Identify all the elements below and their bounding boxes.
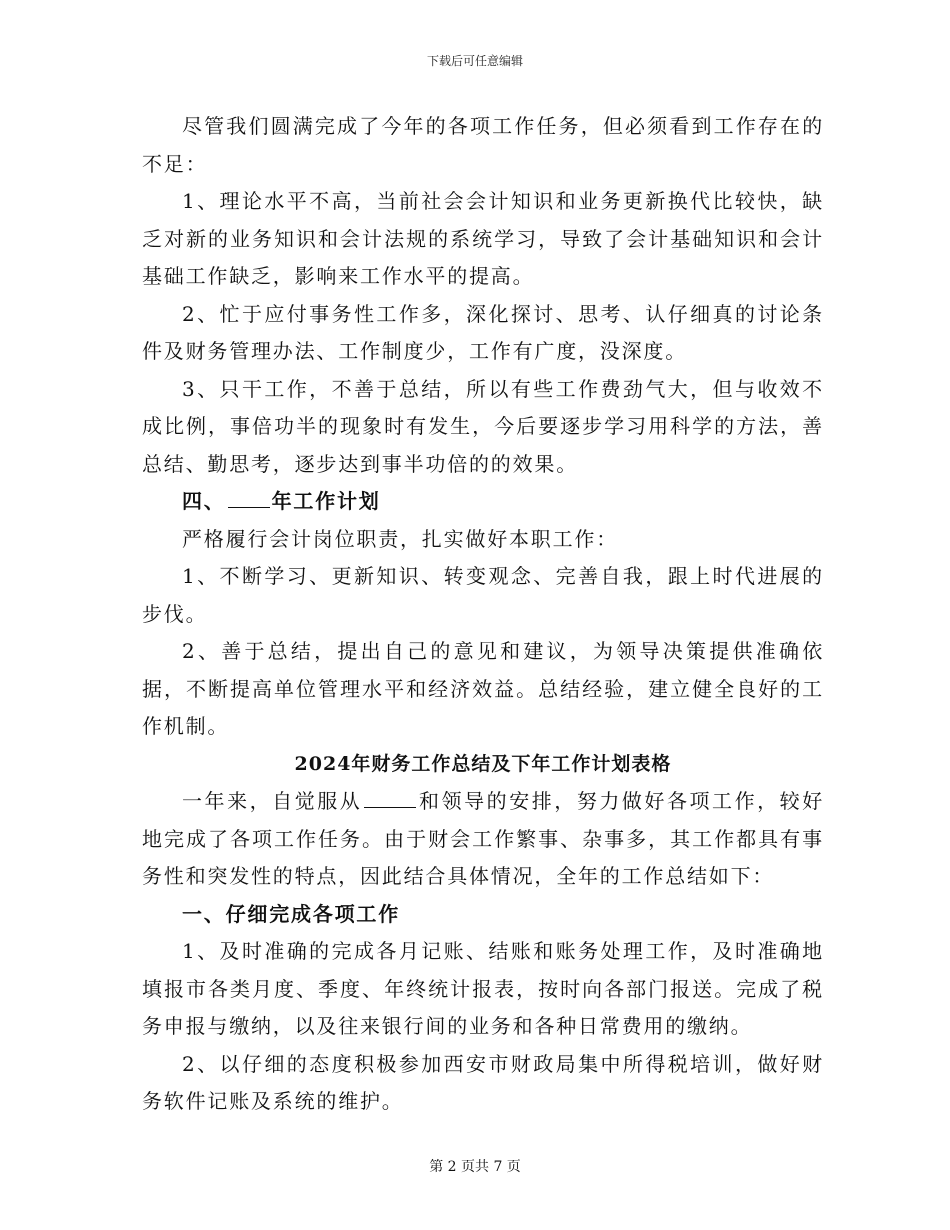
paragraph-deficiency-2: 2、忙于应付事务性工作多，深化探讨、思考、认仔细真的讨论条件及财务管理办法、工作制度少，工作有广度，没深度。 <box>142 301 824 363</box>
paragraph-plan-1: 1、不断学习、更新知识、转变观念、完善自我，跟上时代进展的步伐。 <box>142 564 824 626</box>
heading-text: 年工作计划 <box>271 489 381 513</box>
intro-text-before: 一年来，自觉服从 <box>182 789 363 813</box>
page-number-footer: 第 2 页共 7 页 <box>429 1159 521 1175</box>
blank-fill-line <box>364 787 416 808</box>
section-heading-complete-work: 一、仔细完成各项工作 <box>182 901 400 926</box>
intro-text-after: 和领导的安排，努力做好各项工作，较好地完成了各项工作任务。由于财会工作繁事、杂事多，其工作都具有事务性和突发性的特点，因此结合具体情况，全年的工作总结如下： <box>142 789 824 888</box>
heading-number: 四、 <box>182 489 226 513</box>
paragraph-work-1: 1、及时准确的完成各月记账、结账和账务处理工作，及时准确地填报市各类月度、季度、年终统计报表，按时向各部门报送。完成了税务申报与缴纳，以及往来银行间的业务和各种日常费用的缴纳。 <box>142 939 824 1038</box>
page-header-note: 下载后可任意编辑 <box>426 54 523 68</box>
document-title: 2024年财务工作总结及下年工作计划表格 <box>294 752 672 775</box>
document-body <box>142 108 824 1121</box>
paragraph-plan-2: 2、善于总结，提出自己的意见和建议，为领导决策提供准确依据，不断提高单位管理水平和经济效益。总结经验，建立健全良好的工作机制。 <box>142 639 824 738</box>
paragraph-plan-intro: 严格履行会计岗位职责，扎实做好本职工作： <box>182 526 618 551</box>
paragraph-deficiency-intro: 尽管我们圆满完成了今年的各项工作任务，但必须看到工作存在的不足： <box>142 114 824 176</box>
paragraph-work-2: 2、以仔细的态度积极参加西安市财政局集中所得税培训，做好财务软件记账及系统的维护。 <box>142 1051 824 1113</box>
paragraph-deficiency-3: 3、只干工作，不善于总结，所以有些工作费劲气大，但与收效不成比例，事倍功半的现象时有发生，今后要逐步学习用科学的方法，善总结、勤思考，逐步达到事半功倍的的效果。 <box>142 376 824 476</box>
paragraph-deficiency-1: 1、理论水平不高，当前社会会计知识和业务更新换代比较快，缺乏对新的业务知识和会计法规的系统学习，导致了会计基础知识和会计基础工作缺乏，影响来工作水平的提高。 <box>142 189 824 288</box>
paragraph-summary-intro <box>142 783 824 896</box>
section-heading-work-plan <box>142 483 824 521</box>
blank-fill-line <box>228 487 270 508</box>
